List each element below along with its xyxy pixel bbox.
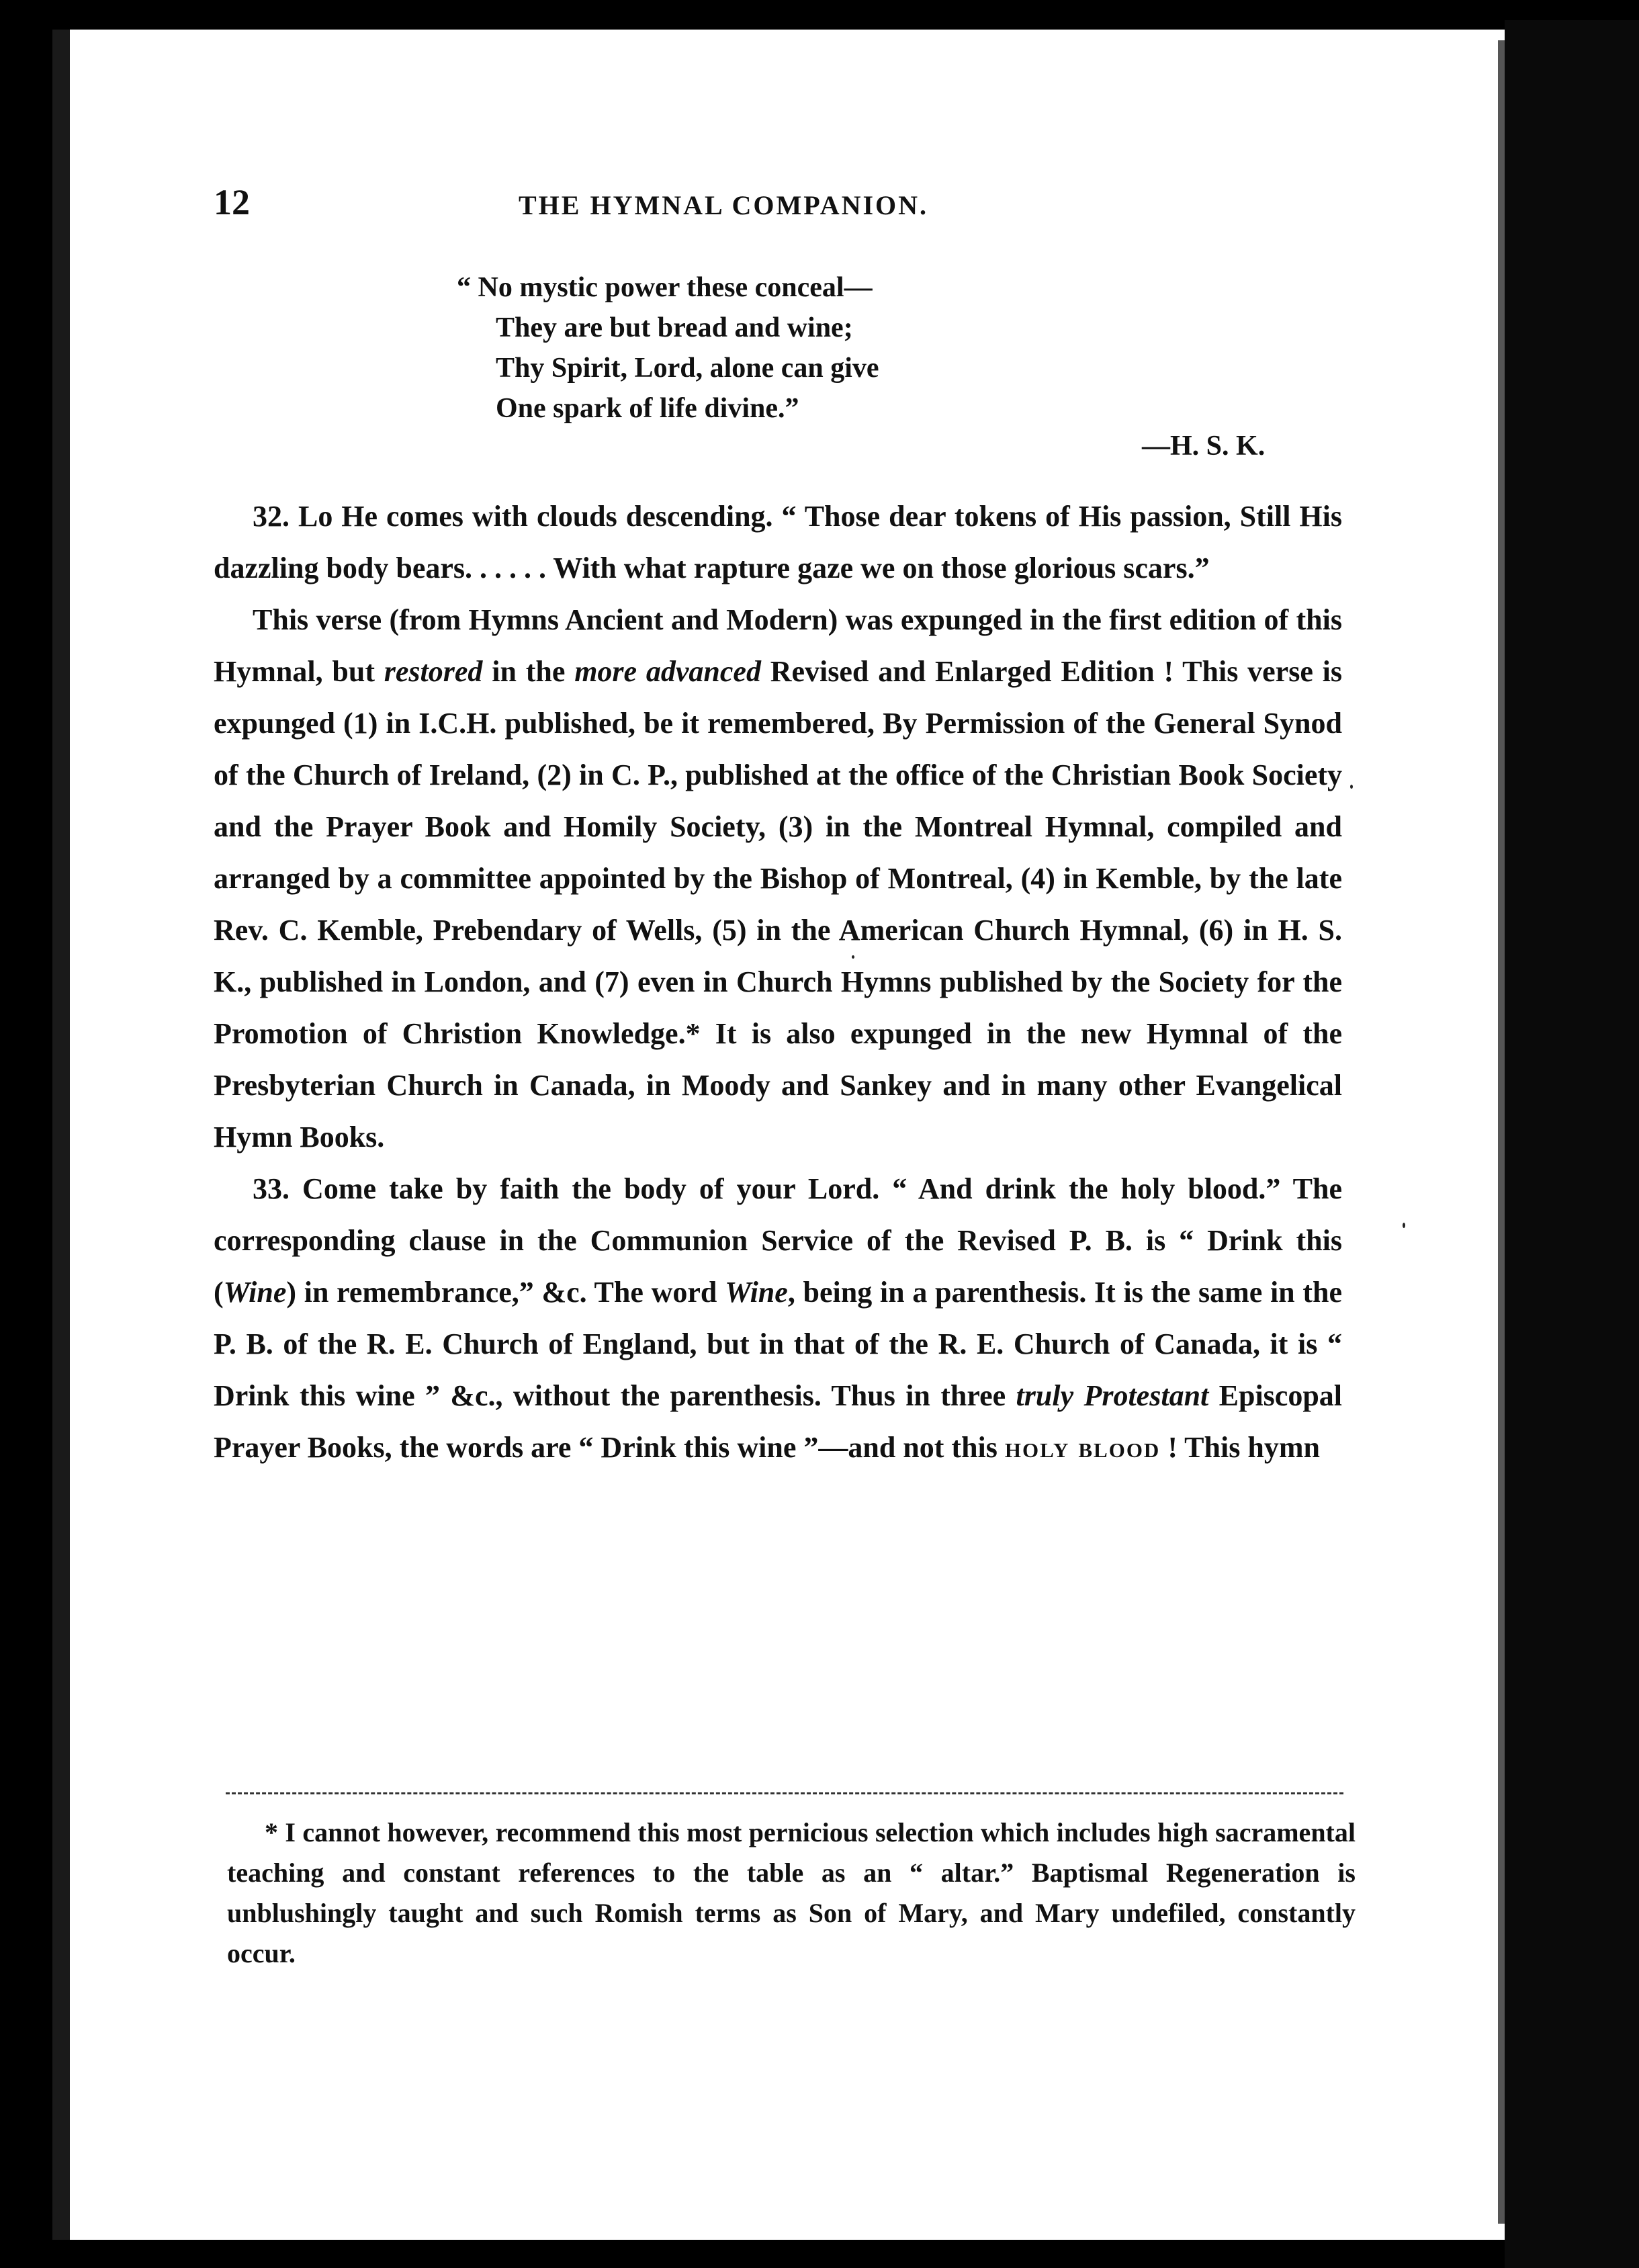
running-title: THE HYMNAL COMPANION.	[519, 190, 929, 220]
poem-line: Thy Spirit, Lord, alone can give	[496, 353, 879, 384]
emphasis-truly-protestant: truly Protestant	[1016, 1379, 1209, 1412]
book-spine	[1505, 20, 1639, 2268]
emphasis-wine: Wine	[223, 1276, 287, 1309]
page-number: 12	[214, 182, 250, 222]
paragraph-32	[214, 490, 1342, 594]
poem-quote	[457, 267, 1061, 429]
footnote-rule	[226, 1792, 1343, 1794]
poem-attribution: —H. S. K.	[1142, 431, 1266, 462]
paragraph-32-commentary	[214, 594, 1342, 1163]
paragraph-33-text: ) in remembrance,” &c. The word	[286, 1276, 725, 1309]
paragraph-33-text: , being in a parenthesis. It is the same in the P. B. of the R. E. Church of England, but in that of the R. E. Church of Canada, it is “ Drink this wine ” &c., without the parenthesis. Thus in three	[214, 1276, 1342, 1412]
emphasis-wine: Wine	[725, 1276, 788, 1309]
scan-speck	[852, 955, 854, 959]
commentary-text: This verse (from Hymns Ancient and Modern) was expunged in the first edition of this Hymnal, but	[214, 603, 1342, 688]
smallcaps-holy-blood: holy blood	[1004, 1431, 1161, 1464]
paragraph-33-text: Episcopal Prayer Books, the words are “ Drink this wine ”—and not this	[214, 1379, 1343, 1464]
page-gutter-shadow	[1498, 40, 1505, 2224]
poem-line: They are but bread and wine;	[496, 312, 853, 343]
commentary-text: Revised and Enlarged Edition ! This verse is expunged (1) in I.C.H. published, be it remembered, By Permission of the General Synod of the Church of Ireland, (2) in C. P., published at the office of the Christian Book Society and the Prayer Book and Homily Society, (3) in the Montreal Hymnal, compiled and arranged by a committee appointed by the Bishop of Montreal, (4) in Kemble, by the late Rev. C. Kemble, Prebendary of Wells, (5) in the American Church Hymnal, (6) in H. S. K., published in London, and (7) even in Church Hymns published by the Society for the Promotion of Christion Knowledge.* It is also expunged in the new Hymnal of the Presbyterian Church in Canada, in Moody and Sankey and in many other Evangelical Hymn Books.	[214, 655, 1343, 1153]
paragraph-33-text: 33. Come take by faith the body of your Lord. “ And drink the holy blood.” The corresponding clause in the Communion Service of the Revised P. B. is “ Drink this (	[214, 1172, 1342, 1309]
body-text	[214, 490, 1342, 1473]
emphasis-restored: restored	[384, 655, 483, 688]
paragraph-33-text: ! This hymn	[1160, 1431, 1320, 1464]
footnote	[227, 1813, 1356, 1974]
poem-line: “ No mystic power these conceal—	[457, 272, 873, 303]
page-left-edge	[52, 30, 70, 2240]
paragraph-33	[214, 1163, 1342, 1473]
footnote-text: * I cannot however, recommend this most pernicious selection which includes high sacramental teaching and constant references to the table as an “ altar.” Baptismal Regeneration is unblushingly taught and such Romish terms as Son of Mary, and Mary undefiled, constantly occur.	[227, 1817, 1356, 1968]
paragraph-32-text: 32. Lo He comes with clouds descending. “ Those dear tokens of His passion, Still His dazzling body bears. . . . . . With what rapture gaze we on those glorious scars.”	[214, 500, 1342, 584]
poem-line: One spark of life divine.”	[496, 393, 799, 424]
commentary-text: in the	[482, 655, 575, 688]
emphasis-more-advanced: more advanced	[574, 655, 761, 688]
page-header	[214, 181, 1369, 235]
scan-speck	[1350, 785, 1353, 789]
scan-speck	[1403, 1223, 1405, 1228]
